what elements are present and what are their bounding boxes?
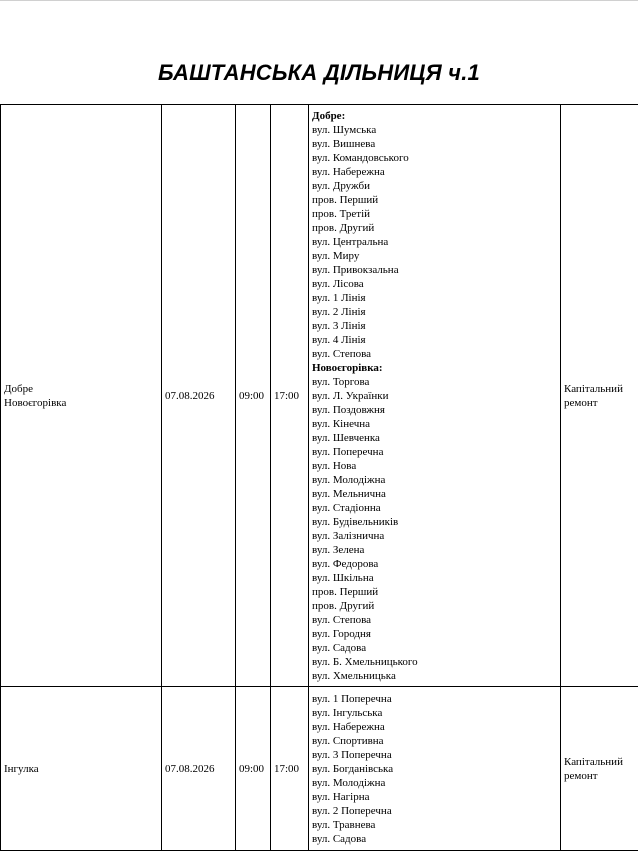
street-item: вул. Миру bbox=[312, 249, 557, 263]
street-item: вул. 3 Лінія bbox=[312, 319, 557, 333]
street-item: вул. Інгульська bbox=[312, 706, 557, 720]
street-item: вул. Вишнева bbox=[312, 137, 557, 151]
street-item: вул. Мельнична bbox=[312, 487, 557, 501]
street-item: вул. Стадіонна bbox=[312, 501, 557, 515]
street-item: вул. 1 Лінія bbox=[312, 291, 557, 305]
reason-text: ремонт bbox=[564, 396, 635, 410]
street-item: пров. Перший bbox=[312, 193, 557, 207]
street-item: вул. Богданівська bbox=[312, 762, 557, 776]
street-item: вул. Городня bbox=[312, 627, 557, 641]
street-item: вул. Нова bbox=[312, 459, 557, 473]
street-item: вул. Молодіжна bbox=[312, 776, 557, 790]
street-item: вул. Поздовжня bbox=[312, 403, 557, 417]
street-item: вул. Степова bbox=[312, 613, 557, 627]
street-item: вул. 4 Лінія bbox=[312, 333, 557, 347]
street-item: вул. Л. Українки bbox=[312, 389, 557, 403]
reason-text: ремонт bbox=[564, 769, 635, 783]
street-item: вул. Садова bbox=[312, 832, 557, 846]
street-item: вул. Набережна bbox=[312, 720, 557, 734]
start-time-cell: 09:00 bbox=[236, 105, 271, 687]
street-item: вул. 2 Лінія bbox=[312, 305, 557, 319]
street-item: вул. Молодіжна bbox=[312, 473, 557, 487]
street-item: пров. Перший bbox=[312, 585, 557, 599]
street-item: вул. Б. Хмельницького bbox=[312, 655, 557, 669]
street-item: вул. Торгова bbox=[312, 375, 557, 389]
outage-schedule-table bbox=[0, 104, 638, 851]
street-item: вул. Командовського bbox=[312, 151, 557, 165]
streets-cell bbox=[309, 105, 561, 687]
settlement-heading: Добре: bbox=[312, 109, 557, 123]
street-item: вул. Шумська bbox=[312, 123, 557, 137]
street-item: вул. Поперечна bbox=[312, 445, 557, 459]
street-item: вул. Дружби bbox=[312, 179, 557, 193]
reason-text: Капітальний bbox=[564, 382, 635, 396]
street-item: вул. Травнева bbox=[312, 818, 557, 832]
street-item: пров. Другий bbox=[312, 221, 557, 235]
top-rule bbox=[0, 0, 638, 1]
street-item: вул. Шевченка bbox=[312, 431, 557, 445]
table-row bbox=[1, 687, 638, 851]
settlement-heading: Новоєгорівка: bbox=[312, 361, 557, 375]
street-item: вул. Зелена bbox=[312, 543, 557, 557]
locality-cell bbox=[1, 105, 162, 687]
street-item: вул. Садова bbox=[312, 641, 557, 655]
street-item: вул. Спортивна bbox=[312, 734, 557, 748]
street-item: вул. Лісова bbox=[312, 277, 557, 291]
street-item: вул. 1 Поперечна bbox=[312, 692, 557, 706]
street-item: вул. Нагірна bbox=[312, 790, 557, 804]
start-time-cell: 09:00 bbox=[236, 687, 271, 851]
locality-cell bbox=[1, 687, 162, 851]
street-item: вул. Степова bbox=[312, 347, 557, 361]
street-item: вул. Будівельників bbox=[312, 515, 557, 529]
reason-text: Капітальний bbox=[564, 755, 635, 769]
street-item: вул. Залізнична bbox=[312, 529, 557, 543]
page-title: БАШТАНСЬКА ДІЛЬНИЦЯ ч.1 bbox=[0, 60, 638, 86]
street-item: пров. Другий bbox=[312, 599, 557, 613]
date-cell: 07.08.2026 bbox=[162, 687, 236, 851]
locality-name: Новоєгорівка bbox=[4, 396, 158, 410]
reason-cell bbox=[561, 105, 638, 687]
street-item: пров. Третій bbox=[312, 207, 557, 221]
table-row bbox=[1, 105, 638, 687]
locality-name: Інгулка bbox=[4, 762, 158, 776]
street-item: вул. Федорова bbox=[312, 557, 557, 571]
street-item: вул. Центральна bbox=[312, 235, 557, 249]
end-time-cell: 17:00 bbox=[271, 687, 309, 851]
street-item: вул. Хмельницька bbox=[312, 669, 557, 683]
street-item: вул. Привокзальна bbox=[312, 263, 557, 277]
street-item: вул. Шкільна bbox=[312, 571, 557, 585]
end-time-cell: 17:00 bbox=[271, 105, 309, 687]
street-item: вул. 2 Поперечна bbox=[312, 804, 557, 818]
locality-name: Добре bbox=[4, 382, 158, 396]
street-item: вул. Набережна bbox=[312, 165, 557, 179]
streets-cell bbox=[309, 687, 561, 851]
reason-cell bbox=[561, 687, 638, 851]
street-item: вул. Кінечна bbox=[312, 417, 557, 431]
date-cell: 07.08.2026 bbox=[162, 105, 236, 687]
street-item: вул. 3 Поперечна bbox=[312, 748, 557, 762]
